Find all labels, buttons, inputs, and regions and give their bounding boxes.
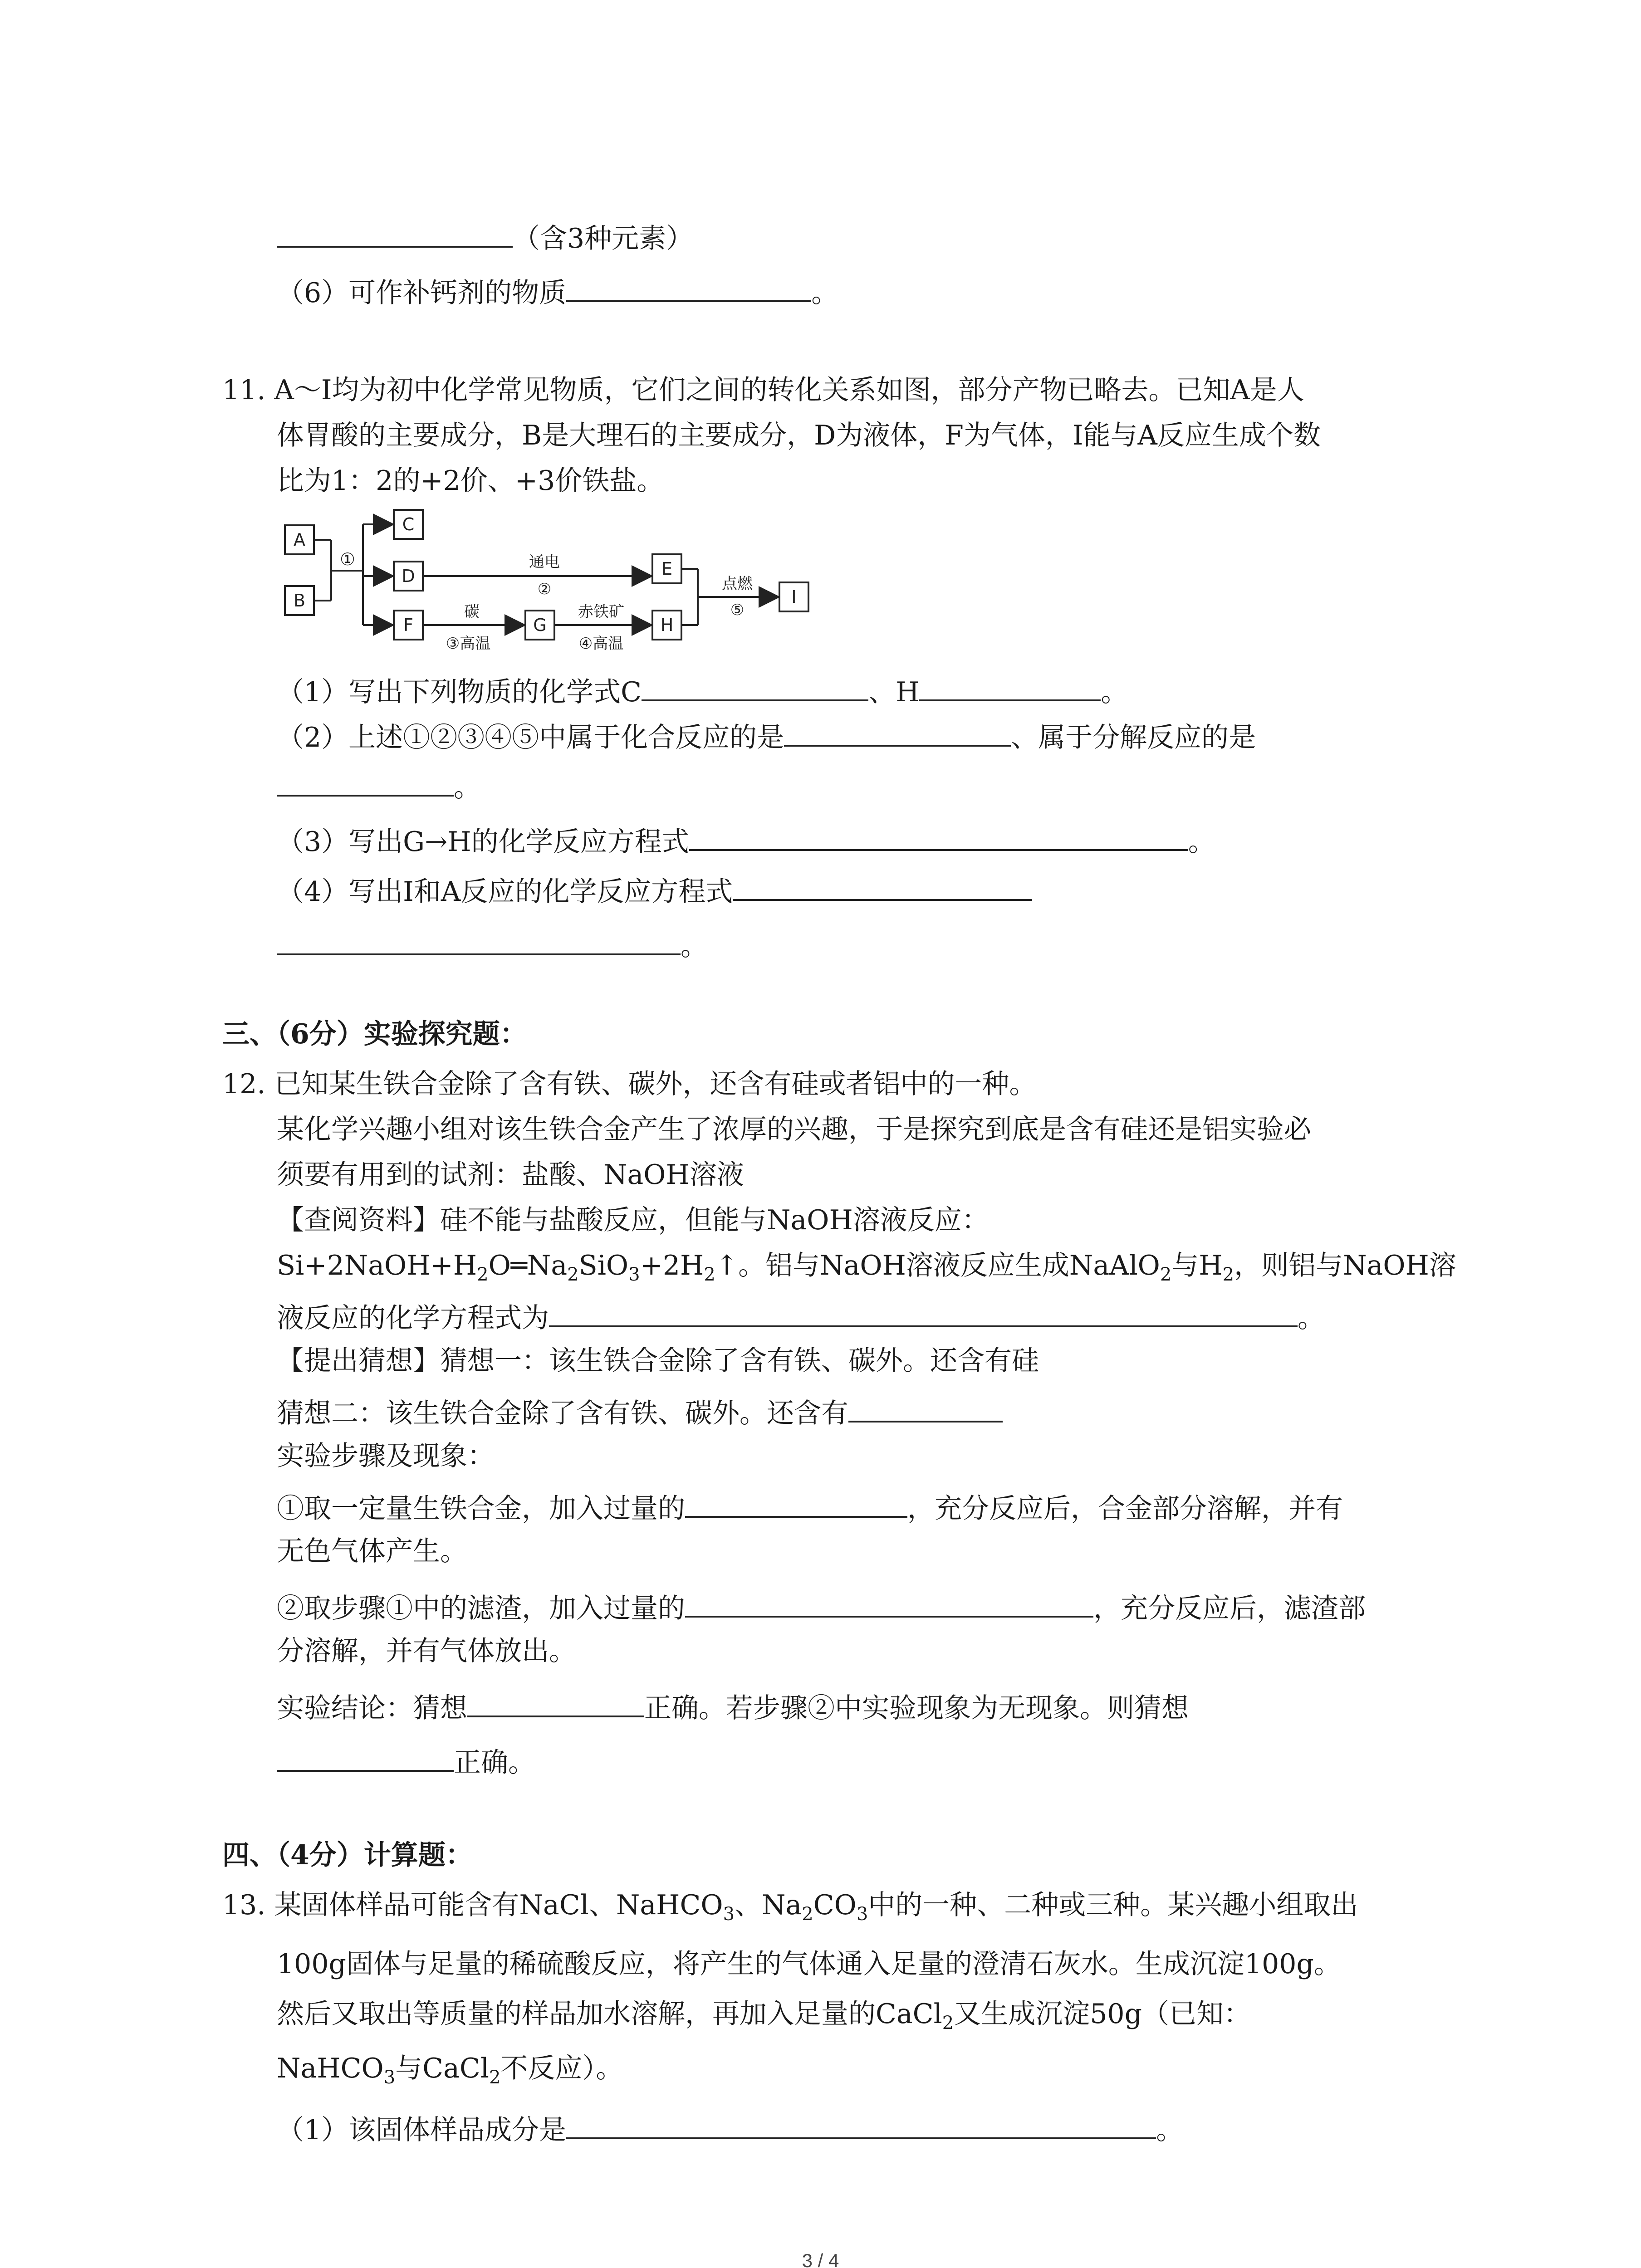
reaction-flow-diagram: [272, 503, 830, 671]
q12-line15: 正确。: [277, 1742, 535, 1781]
section-4-title: 四、（4分）计算题：: [222, 1839, 473, 1871]
section-3-title: 三、（6分）实验探究题：: [222, 1018, 527, 1050]
answer-blank[interactable]: [784, 717, 1011, 747]
q12-line2: 某化学兴趣小组对该生铁合金产生了浓厚的兴趣，于是探究到底是含有硅还是铝实验必: [277, 1114, 1311, 1145]
q13-line2: 100g固体与足量的稀硫酸反应，将产生的气体通入足量的澄清石灰水。生成沉淀100g。: [277, 1948, 1341, 1980]
node-g: G: [533, 615, 547, 635]
node-b: B: [293, 591, 306, 611]
answer-blank[interactable]: [566, 272, 811, 302]
q12-line7: 【提出猜想】猜想一：该生铁合金除了含有铁、碳外。还含有硅: [277, 1345, 1039, 1377]
reaction-3-label: 碳: [464, 603, 480, 621]
answer-blank[interactable]: [733, 871, 1032, 901]
q13-line3: 然后又取出等质量的样品加水溶解，再加入足量的CaCl$_2$又生成沉淀50g（已知：: [277, 1998, 1251, 2033]
q11-stem-2: 体胃酸的主要成分，B是大理石的主要成分，D为液体，F为气体，I能与A反应生成个数: [277, 420, 1321, 451]
node-c: C: [402, 514, 415, 534]
q12-line13: 分溶解，并有气体放出。: [277, 1635, 576, 1667]
answer-blank[interactable]: [549, 1297, 1298, 1327]
answer-blank[interactable]: [685, 1588, 1093, 1618]
q11-part1: （1）写出下列物质的化学式C 、H 。: [277, 671, 1128, 710]
node-f: F: [403, 615, 413, 635]
answer-blank[interactable]: [642, 671, 868, 701]
answer-blank[interactable]: [919, 671, 1101, 701]
q10-line6: （6）可作补钙剂的物质 。: [277, 272, 838, 311]
question-number: 13.: [222, 1889, 266, 1921]
page-number: 3 / 4: [802, 2250, 839, 2268]
q10-suffix: （含3种元素）: [513, 223, 694, 254]
reaction-5-label: 点燃: [722, 575, 753, 593]
reaction-2-label: 通电: [529, 553, 560, 571]
q13-line1: 13. 某固体样品可能含有NaCl、NaHCO$_3$、$Na_2CO_3$中的一种、二种或三种。某兴趣小组取出: [222, 1889, 1358, 1925]
node-a: A: [294, 530, 305, 550]
q11-part4-cont: 。: [277, 925, 708, 964]
q11-part4: （4）写出I和A反应的化学反应方程式: [277, 871, 1032, 910]
q12-line5: $Si+2NaOH+H_2O═Na_2SiO_3+2H_2↑$。铝与NaOH溶液反应生成NaAlO$_2$与$H_2$，则铝与NaOH溶: [277, 1250, 1456, 1285]
q12-line9: 实验步骤及现象：: [277, 1440, 495, 1472]
reaction-4-label: 赤铁矿: [578, 603, 624, 621]
reaction-2-mark: ②: [537, 580, 552, 598]
q11-part2: （2）上述①②③④⑤中属于化合反应的是 、属于分解反应的是: [277, 717, 1256, 756]
answer-blank[interactable]: [277, 218, 513, 248]
answer-blank[interactable]: [467, 1687, 644, 1717]
q10-line5: [277, 218, 693, 257]
node-h: H: [660, 615, 674, 635]
answer-blank[interactable]: [689, 821, 1188, 851]
q12-line12: ②取步骤①中的滤渣，加入过量的 ，充分反应后，滤渣部: [277, 1588, 1366, 1627]
q12-line10: ①取一定量生铁合金，加入过量的 ，充分反应后，合金部分溶解，并有: [277, 1488, 1343, 1527]
reaction-3-mark: ③高温: [446, 635, 491, 653]
q12-line4: 【查阅资料】硅不能与盐酸反应，但能与NaOH溶液反应：: [277, 1204, 989, 1236]
q13-part1: （1）该固体样品成分是 。: [277, 2109, 1183, 2148]
q12-line11: 无色气体产生。: [277, 1535, 467, 1567]
q11-stem-1: 11. A～I均为初中化学常见物质，它们之间的转化关系如图，部分产物已略去。已知A是人: [222, 374, 1304, 406]
reaction-4-mark: ④高温: [578, 635, 624, 653]
q12-line6: 液反应的化学方程式为 。: [277, 1297, 1325, 1336]
answer-blank[interactable]: [848, 1393, 1003, 1422]
answer-blank[interactable]: [277, 1742, 454, 1772]
reaction-5-mark: ⑤: [730, 601, 745, 619]
q11-part3: （3）写出G→H的化学反应方程式 。: [277, 821, 1215, 860]
q12-line8: 猜想二：该生铁合金除了含有铁、碳外。还含有: [277, 1393, 1003, 1432]
reaction-1-mark: ①: [339, 549, 356, 569]
node-e: E: [661, 559, 673, 579]
q12-line3: 须要有用到的试剂：盐酸、NaOH溶液: [277, 1159, 744, 1191]
q12-line14: 实验结论：猜想 正确。若步骤②中实验现象为无现象。则猜想: [277, 1687, 1189, 1726]
q13-line4: NaHCO$_3$与CaCl$_2$不反应）。: [277, 2053, 623, 2088]
answer-blank[interactable]: [277, 925, 681, 955]
question-number: 11.: [222, 374, 266, 406]
answer-blank[interactable]: [566, 2109, 1156, 2139]
answer-blank[interactable]: [685, 1488, 907, 1518]
node-d: D: [402, 566, 415, 586]
node-i: I: [791, 587, 797, 607]
q11-stem-3: 比为1：2的+2价、+3价铁盐。: [277, 465, 664, 497]
question-number: 12.: [222, 1068, 266, 1100]
q12-line1: 12. 已知某生铁合金除了含有铁、碳外，还含有硅或者铝中的一种。: [222, 1068, 1037, 1100]
answer-blank[interactable]: [277, 767, 454, 797]
q11-part2-cont: 。: [277, 767, 481, 806]
